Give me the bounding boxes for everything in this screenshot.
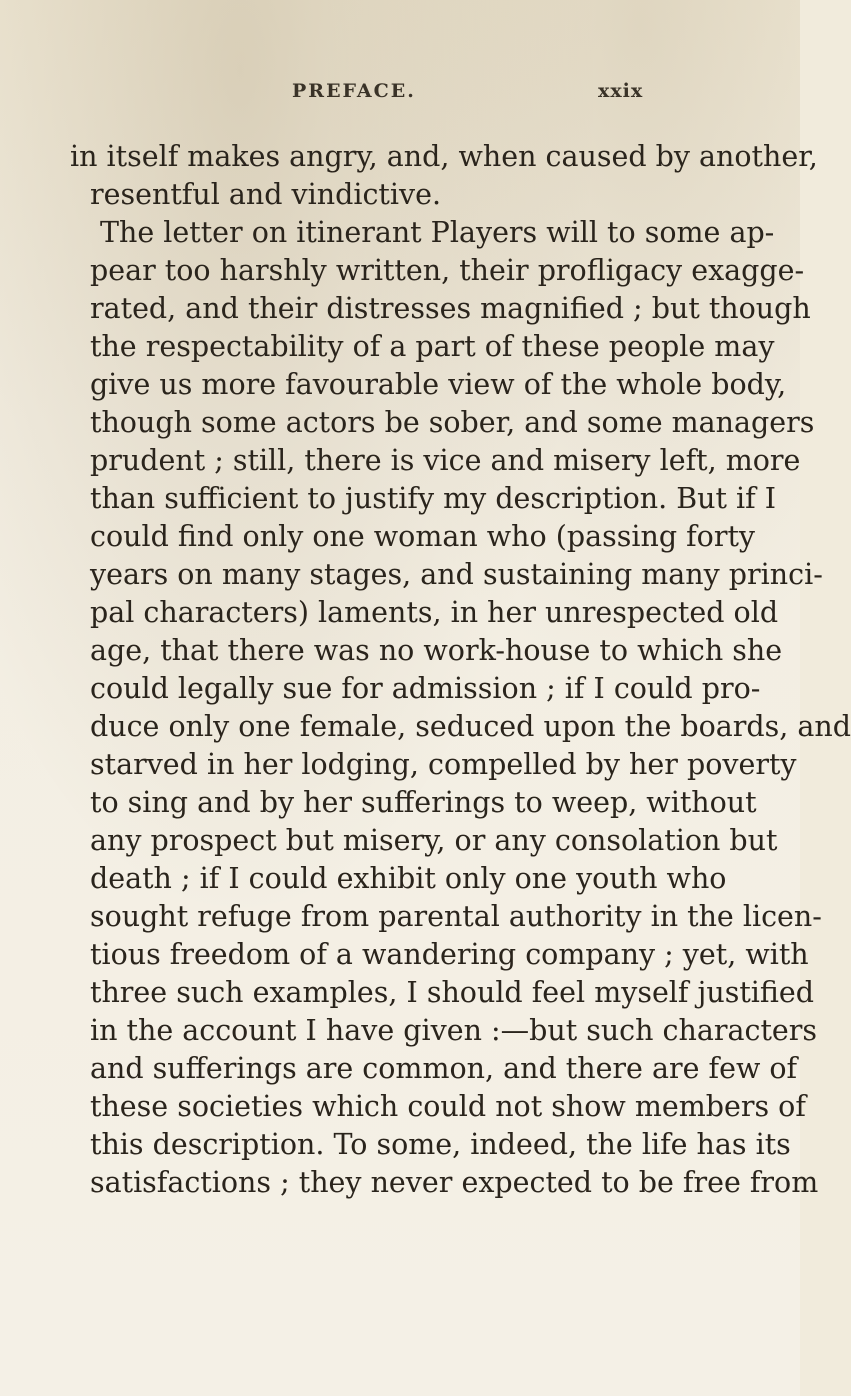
text-line: years on many stages, and sustaining many princi- bbox=[90, 558, 823, 591]
text-line: and sufferings are common, and there are few of bbox=[90, 1052, 798, 1085]
page-number: xxix bbox=[598, 80, 644, 102]
page-header bbox=[0, 80, 800, 110]
text-line: satisfactions ; they never expected to be free from bbox=[90, 1166, 819, 1199]
text-line: though some actors be sober, and some managers bbox=[90, 406, 815, 439]
text-line: The letter on itinerant Players will to some ap- bbox=[100, 216, 775, 249]
text-line: this description. To some, indeed, the life has its bbox=[90, 1128, 791, 1161]
text-line: any prospect but misery, or any consolation but bbox=[90, 824, 778, 857]
body-text bbox=[70, 138, 851, 1202]
text-line: resentful and vindictive. bbox=[90, 178, 442, 211]
text-line: than sufficient to justify my description. But if I bbox=[90, 482, 776, 515]
text-line: death ; if I could exhibit only one youth who bbox=[90, 862, 727, 895]
text-line: in the account I have given :—but such characters bbox=[90, 1014, 818, 1047]
running-head: PREFACE. bbox=[292, 80, 416, 102]
text-line: to sing and by her sufferings to weep, without bbox=[90, 786, 757, 819]
text-line: starved in her lodging, compelled by her poverty bbox=[90, 748, 797, 781]
text-line: the respectability of a part of these people may bbox=[90, 330, 775, 363]
text-line: could legally sue for admission ; if I could pro- bbox=[90, 672, 761, 705]
text-line: age, that there was no work-house to which she bbox=[90, 634, 783, 667]
text-line: in itself makes angry, and, when caused by another, bbox=[70, 140, 818, 173]
text-line: tious freedom of a wandering company ; yet, with bbox=[90, 938, 809, 971]
text-line: sought refuge from parental authority in the licen- bbox=[90, 900, 822, 933]
text-line: prudent ; still, there is vice and misery left, more bbox=[90, 444, 801, 477]
text-line: three such examples, I should feel myself justified bbox=[90, 976, 815, 1009]
text-line: rated, and their distresses magnified ; but though bbox=[90, 292, 811, 325]
text-line: give us more favourable view of the whole body, bbox=[90, 368, 787, 401]
text-line: pal characters) laments, in her unrespected old bbox=[90, 596, 779, 629]
text-line: these societies which could not show members of bbox=[90, 1090, 806, 1123]
text-line: pear too harshly written, their profligacy exagge- bbox=[90, 254, 805, 287]
text-line: could find only one woman who (passing forty bbox=[90, 520, 756, 553]
text-line: duce only one female, seduced upon the boards, and bbox=[90, 710, 851, 743]
